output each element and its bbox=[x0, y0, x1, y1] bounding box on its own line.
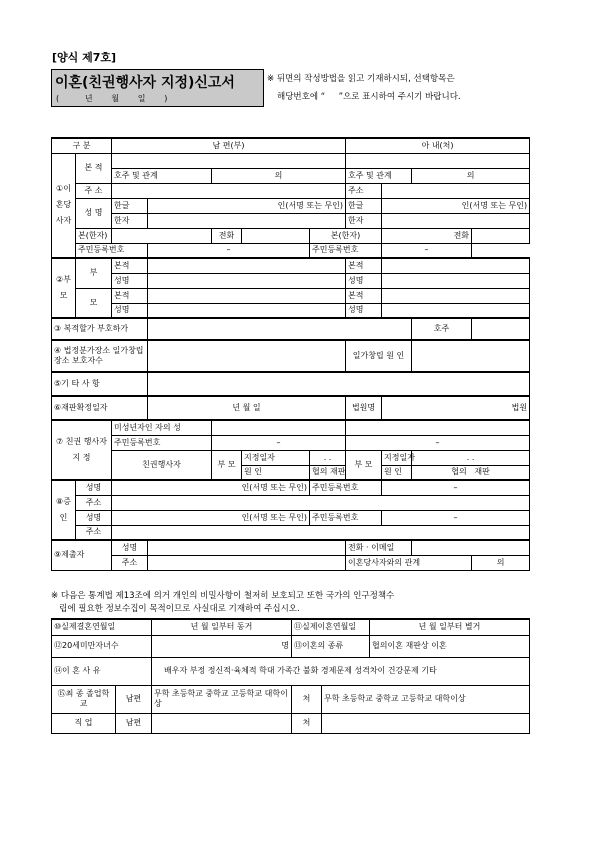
husband-father-bonjeok-label: 본적 bbox=[112, 258, 148, 273]
witness1-name-label: 성명 bbox=[76, 480, 112, 495]
wife-hanja-field[interactable] bbox=[382, 213, 530, 228]
husband-rrn-label: 주민등록번호 bbox=[76, 243, 148, 258]
sec7-father-mother-1: 부 모 bbox=[212, 450, 242, 480]
wife-hoju-ui[interactable]: 의 bbox=[412, 168, 530, 183]
sec3-hoju-label: 호주 bbox=[412, 318, 472, 340]
name-label: 성 명 bbox=[76, 198, 112, 228]
husband-mother-name-label: 성명 bbox=[112, 303, 148, 318]
form-title: 이혼(친권행사자 지정)신고서 bbox=[55, 75, 235, 91]
husband-hoju-label: 호주 및 관계 bbox=[112, 168, 212, 183]
witness1-address-field[interactable] bbox=[112, 495, 530, 510]
stat16-husband-field[interactable] bbox=[152, 713, 292, 733]
wife-father-name-field[interactable] bbox=[382, 273, 530, 288]
sec7-custodian-label: 친권행사자 bbox=[112, 450, 212, 480]
sec6-court-field[interactable]: 법원 bbox=[382, 396, 530, 420]
witness2-address-label: 주소 bbox=[76, 525, 112, 540]
sec7-minor-name-wife[interactable] bbox=[346, 420, 530, 435]
sec7-rrn-husband[interactable]: – bbox=[212, 435, 346, 450]
husband-phone-label: 전화 bbox=[212, 228, 242, 243]
sec7-father-mother-2: 부 모 bbox=[346, 450, 382, 480]
submitter-name-field[interactable] bbox=[148, 540, 346, 555]
sec5-field[interactable] bbox=[148, 372, 530, 396]
stat13-field[interactable]: 협의이혼 재판상 이혼 bbox=[370, 635, 530, 657]
sec8-label: ⑧증인 bbox=[52, 480, 76, 540]
husband-mother-name-field[interactable] bbox=[148, 303, 346, 318]
sec7-designation-date-2[interactable]: . . bbox=[412, 450, 530, 465]
husband-hangeul-label: 한글 bbox=[112, 198, 148, 213]
stat15-label: ⑮최 종 졸업학교 bbox=[52, 685, 116, 713]
wife-phone-label: 전화 bbox=[382, 228, 472, 243]
sec7-rrn-wife[interactable]: – bbox=[346, 435, 530, 450]
sec4-label: ④ 법정분가장소 일가창립장소 보호자수 bbox=[52, 340, 148, 372]
submitter-address-field[interactable] bbox=[148, 555, 346, 570]
witness1-address-label: 주소 bbox=[76, 495, 112, 510]
husband-bon-label: 본(한자) bbox=[76, 228, 112, 243]
husband-hanja-field[interactable] bbox=[148, 213, 346, 228]
sec7-cause-label-2: 원 인 bbox=[382, 465, 412, 480]
notice-line-1: ※ 뒤면의 작성방법을 읽고 기재하시되, 선택항목은 bbox=[267, 74, 455, 84]
wife-mother-name-label: 성명 bbox=[346, 303, 382, 318]
stat15-husband-field[interactable]: 무학 초등학교 중학교 고등학교 대학이상 bbox=[152, 685, 292, 713]
wife-mother-bonjeok-label: 본적 bbox=[346, 288, 382, 303]
wife-hangeul-seal[interactable]: 인(서명 또는 무인) bbox=[382, 198, 530, 213]
stat10-field[interactable]: 년 월 일부터 동거 bbox=[152, 619, 292, 635]
stat15-wife-label: 처 bbox=[292, 685, 322, 713]
wife-hanja-label: 한자 bbox=[346, 213, 382, 228]
sec5-label: ⑤기 타 사 항 bbox=[52, 372, 148, 396]
wife-address-field[interactable] bbox=[382, 183, 530, 198]
wife-hoju-label: 호주 및 관계 bbox=[346, 168, 412, 183]
witness2-address-field[interactable] bbox=[112, 525, 530, 540]
sec7-label: ⑦ 친권 행사자 지 정 bbox=[52, 420, 112, 480]
husband-address-field[interactable] bbox=[112, 183, 346, 198]
submitter-address-label: 주소 bbox=[112, 555, 148, 570]
privacy-line-2: 립에 필요한 정보수집이 목적이므로 사실대로 기재하여 주십시오. bbox=[51, 604, 300, 614]
wife-father-bonjeok-field[interactable] bbox=[382, 258, 530, 273]
sec4-place-field[interactable] bbox=[148, 340, 346, 372]
sec7-designation-date-label-2: 지정일자 bbox=[382, 450, 412, 465]
father-label: 부 bbox=[76, 258, 112, 288]
stat11-field[interactable]: 년 월 일부터 별거 bbox=[370, 619, 530, 635]
sec7-trial-1[interactable]: 재판 bbox=[330, 467, 346, 477]
stat16-label: 직 업 bbox=[52, 713, 116, 733]
stat15-husband-label: 남편 bbox=[116, 685, 152, 713]
stat14-field[interactable]: 배우자 부정 정신적·육체적 학대 가족간 불화 경제문제 성격차이 건강문제 기타 bbox=[152, 657, 530, 685]
witness2-rrn-field[interactable]: – bbox=[382, 510, 530, 525]
sec4-reason-field[interactable] bbox=[412, 340, 530, 372]
sec9-label: ⑨제출자 bbox=[52, 540, 112, 570]
sec7-minor-name-label: 미성년자인 자의 성 bbox=[112, 420, 212, 435]
sec7-agreement-2[interactable]: 협의 bbox=[451, 467, 467, 477]
submitter-name-label: 성명 bbox=[112, 540, 148, 555]
wife-father-bonjeok-label: 본적 bbox=[346, 258, 382, 273]
witness1-rrn-label: 주민등록번호 bbox=[310, 480, 382, 495]
sec2-label: ②부모 bbox=[52, 258, 76, 318]
wife-hangeul-label: 한글 bbox=[346, 198, 382, 213]
husband-bon-field[interactable] bbox=[112, 228, 212, 243]
submitter-relation-field[interactable]: 의 bbox=[472, 555, 530, 570]
sec4-reason-label: 일가창립 원 인 bbox=[346, 340, 412, 372]
form-title-box bbox=[51, 69, 264, 107]
wife-bon-label: 본(한자) bbox=[310, 228, 382, 243]
husband-father-bonjeok-field[interactable] bbox=[148, 258, 346, 273]
stat16-wife-field[interactable] bbox=[322, 713, 530, 733]
stat14-label: ⑭이 혼 사 유 bbox=[52, 657, 152, 685]
sec3-hoju-field[interactable] bbox=[472, 318, 530, 340]
mother-label: 모 bbox=[76, 288, 112, 318]
sec3-label: ③ 복적할가 부호하가 bbox=[52, 318, 148, 340]
stat16-wife-label: 처 bbox=[292, 713, 322, 733]
main-form-table bbox=[51, 137, 530, 571]
husband-mother-bonjeok-field[interactable] bbox=[148, 288, 346, 303]
witness1-rrn-field[interactable]: – bbox=[382, 480, 530, 495]
wife-rrn-label: 주민등록번호 bbox=[310, 243, 382, 258]
husband-mother-bonjeok-label: 본적 bbox=[112, 288, 148, 303]
wife-mother-bonjeok-field[interactable] bbox=[382, 288, 530, 303]
witness1-name-seal[interactable]: 인(서명 또는 무인) bbox=[112, 480, 310, 495]
sec3-field[interactable] bbox=[148, 318, 412, 340]
husband-rrn-field[interactable]: – bbox=[148, 243, 310, 258]
wife-rrn-field[interactable]: – bbox=[382, 243, 472, 258]
stat12-label: ⑫20세미만자녀수 bbox=[52, 635, 152, 657]
submitter-relation-label: 이혼당사자와의 관계 bbox=[346, 555, 472, 570]
sec7-cause-label-1: 원 인 bbox=[242, 465, 310, 480]
husband-hanja-label: 한자 bbox=[112, 213, 148, 228]
stat16-husband-label: 남편 bbox=[116, 713, 152, 733]
header-category: 구 분 bbox=[52, 138, 112, 153]
wife-address-label: 주소 bbox=[346, 183, 382, 198]
sec7-trial-2[interactable]: 재판 bbox=[474, 467, 490, 477]
husband-hangeul-seal[interactable]: 인(서명 또는 무인) bbox=[148, 198, 346, 213]
header-wife: 아 내(처) bbox=[346, 138, 530, 153]
sec6-court-name-label: 법원명 bbox=[346, 396, 382, 420]
stat13-label: ⑬이혼의 종류 bbox=[292, 635, 370, 657]
sec7-designation-date-label-1: 지정일자 bbox=[242, 450, 310, 465]
sec7-minor-name-husband[interactable] bbox=[212, 420, 346, 435]
stat11-label: ⑪실제이혼연월일 bbox=[292, 619, 370, 635]
husband-phone-field[interactable] bbox=[242, 228, 310, 243]
wife-mother-name-field[interactable] bbox=[382, 303, 530, 318]
sec7-cause-options-1[interactable] bbox=[310, 465, 346, 480]
witness2-name-label: 성명 bbox=[76, 510, 112, 525]
husband-hoju-ui[interactable]: 의 bbox=[212, 168, 346, 183]
witness2-rrn-label: 주민등록번호 bbox=[310, 510, 382, 525]
wife-phone-field[interactable] bbox=[472, 228, 530, 243]
sec1-label: ①이혼당사자 bbox=[52, 153, 76, 258]
husband-father-name-label: 성명 bbox=[112, 273, 148, 288]
form-date-line: ( 년 월 일 ) bbox=[56, 94, 169, 103]
notice-line-2: 해당번호에 “ ”으로 표시하여 주시기 바랍니다. bbox=[277, 92, 461, 102]
wife-bonjeok-field[interactable] bbox=[346, 153, 530, 168]
submitter-phone-label: 전화 · 이메일 bbox=[346, 540, 412, 555]
form-number-label: [양식 제7호] bbox=[52, 51, 117, 64]
sec7-rrn-label: 주민등록번호 bbox=[112, 435, 212, 450]
stat12-field[interactable]: 명 bbox=[152, 635, 292, 657]
sec1-bonjeok-label: 본 적 bbox=[76, 153, 112, 183]
statistics-table bbox=[51, 618, 530, 734]
submitter-phone-field[interactable] bbox=[412, 540, 530, 555]
sec6-label: ⑥재판확정일자 bbox=[52, 396, 148, 420]
instruction-notice bbox=[267, 70, 461, 106]
sec6-date-field[interactable]: 년 월 일 bbox=[148, 396, 346, 420]
stat10-label: ⑩실제결혼연월일 bbox=[52, 619, 152, 635]
husband-father-name-field[interactable] bbox=[148, 273, 346, 288]
sec7-cause-options-2[interactable] bbox=[412, 465, 530, 480]
wife-father-name-label: 성명 bbox=[346, 273, 382, 288]
statistics-notice bbox=[51, 590, 531, 616]
husband-address-label: 주 소 bbox=[76, 183, 112, 198]
husband-bonjeok-field[interactable] bbox=[112, 153, 346, 168]
sec7-agreement-1[interactable]: 협의 bbox=[312, 467, 328, 477]
header-husband: 남 편(부) bbox=[112, 138, 346, 153]
sec7-designation-date-1[interactable]: . . bbox=[310, 450, 346, 465]
witness2-name-seal[interactable]: 인(서명 또는 무인) bbox=[112, 510, 310, 525]
privacy-line-1: ※ 다음은 통계법 제13조에 의거 개인의 비밀사항이 철저히 보호되고 또한 국가의 인구정책수 bbox=[51, 591, 395, 601]
stat15-wife-field[interactable]: 무학 초등학교 중학교 고등학교 대학이상 bbox=[322, 685, 530, 713]
